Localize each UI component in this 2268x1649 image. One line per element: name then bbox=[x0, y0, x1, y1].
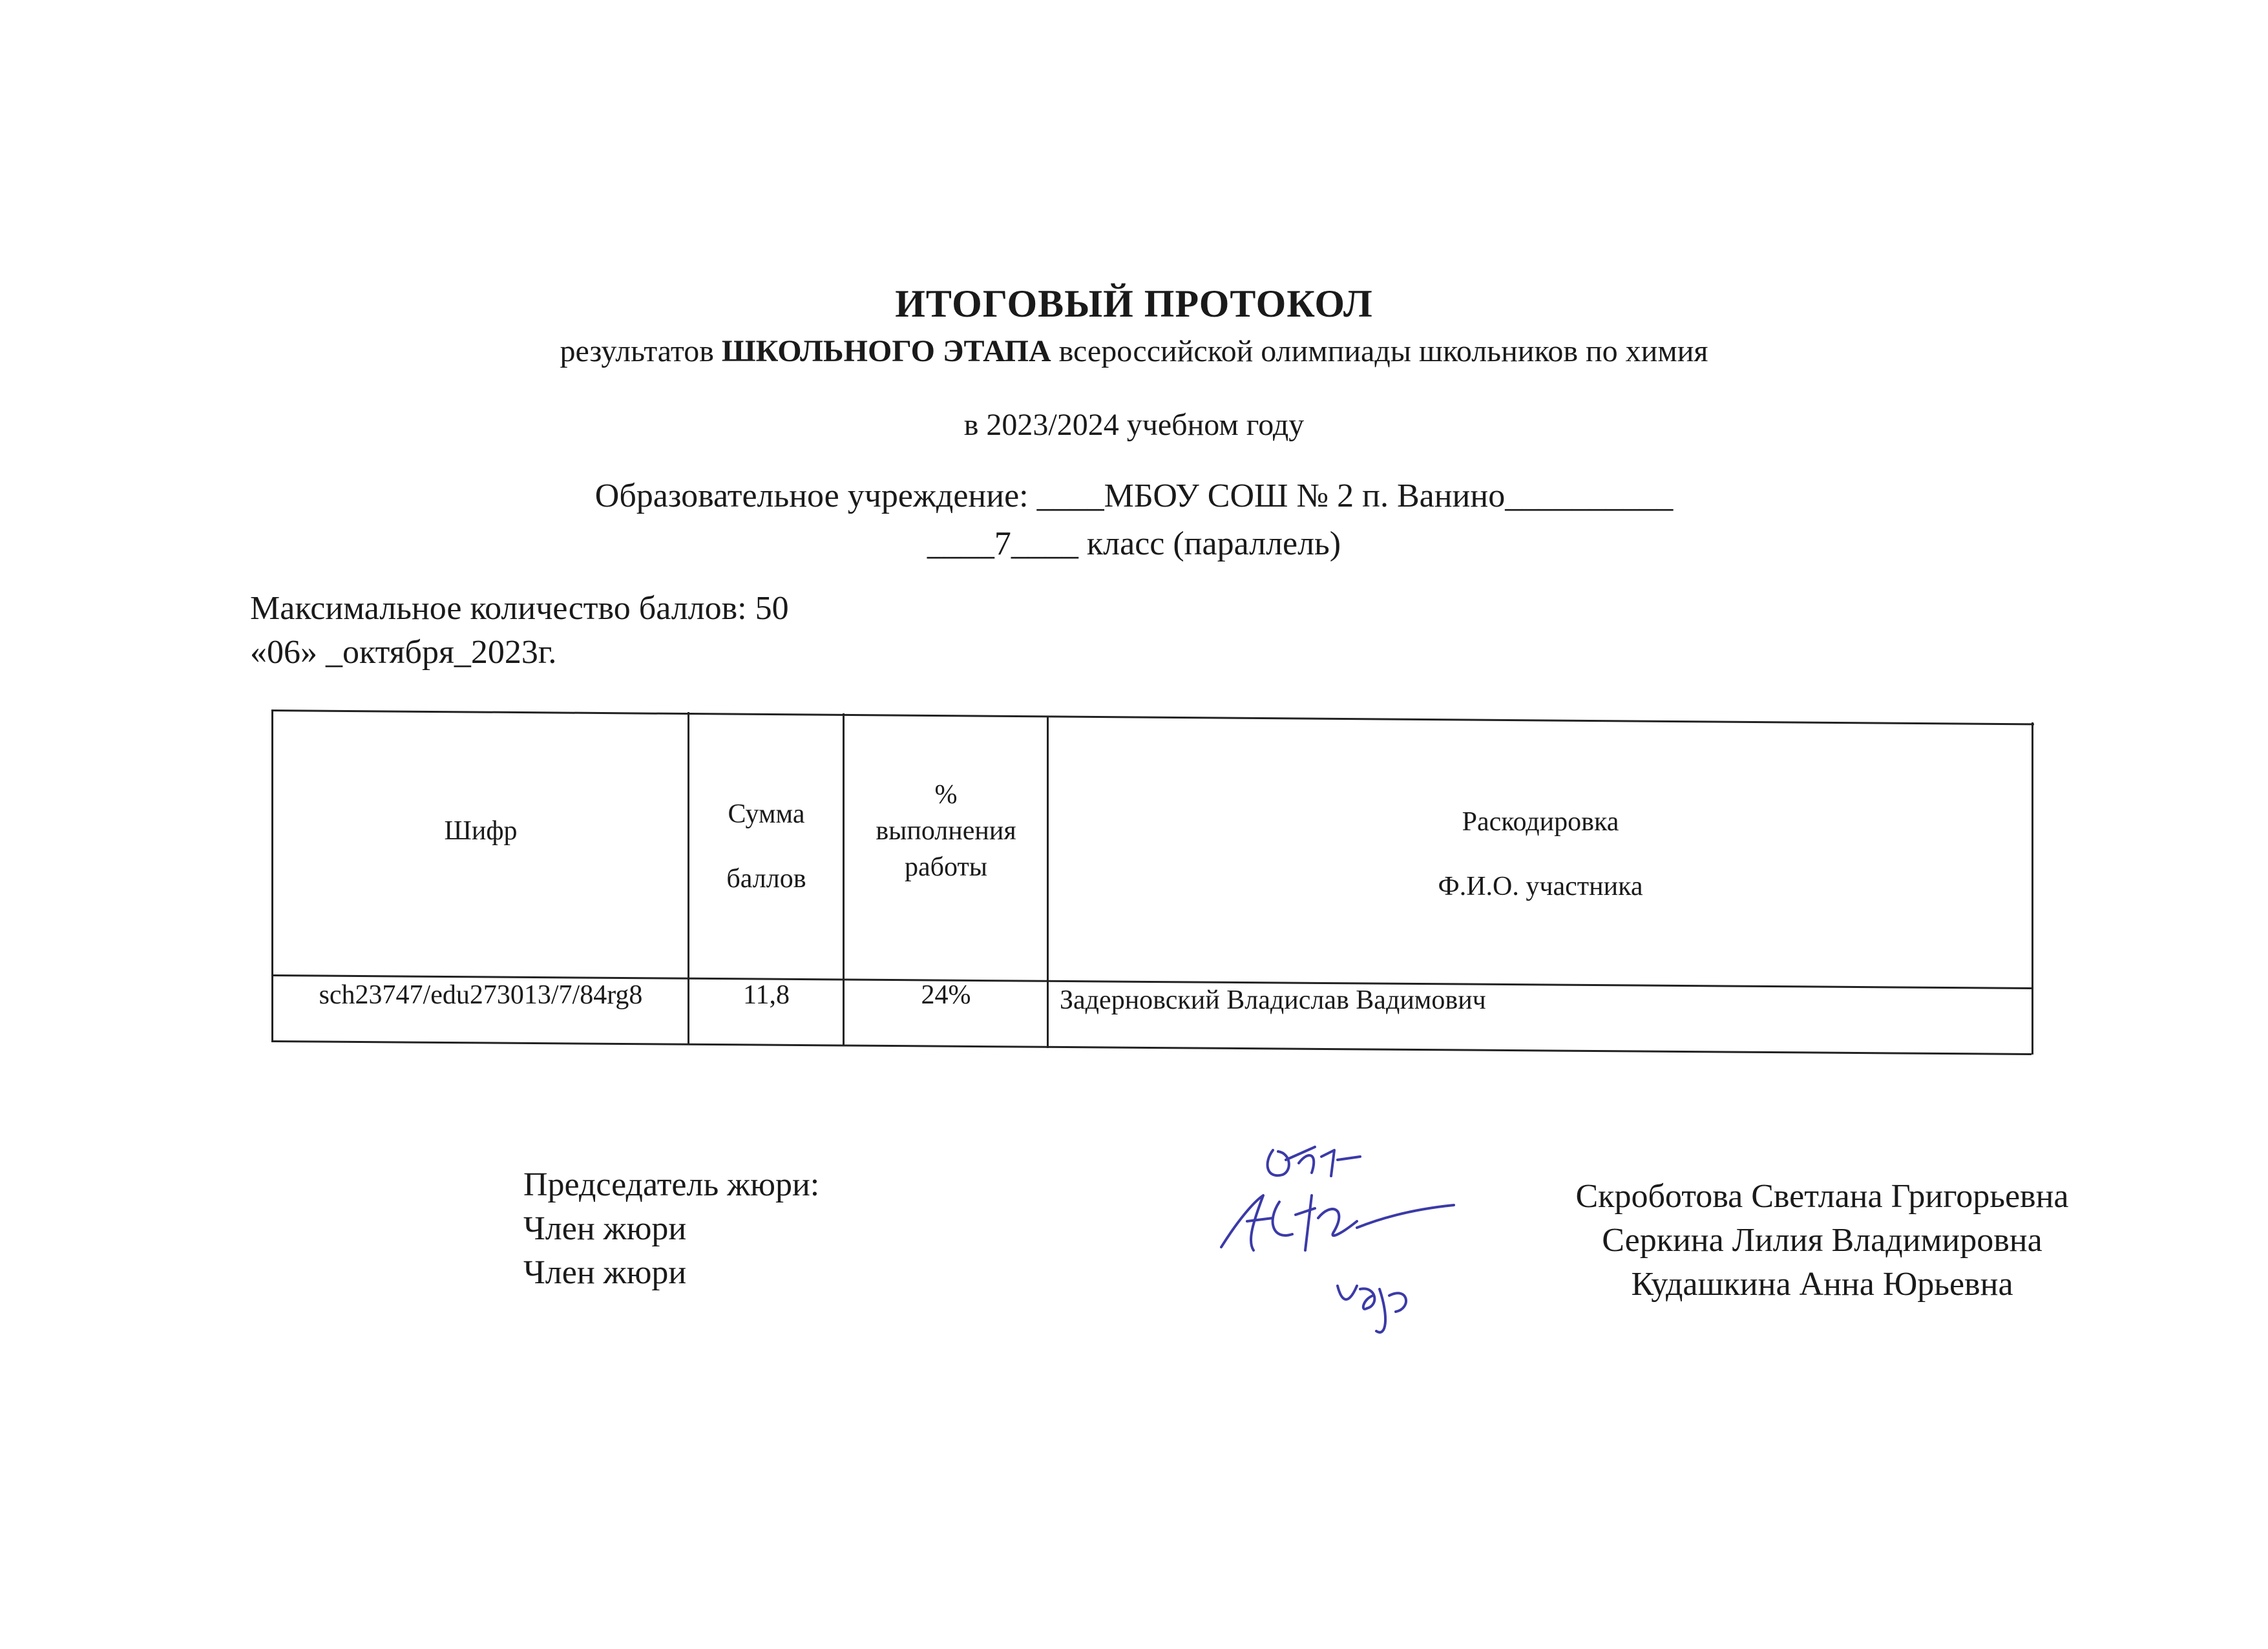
header-decode-line1: Раскодировка bbox=[1462, 807, 1619, 837]
protocol-date: «06» _октября_2023г. bbox=[250, 634, 557, 671]
header-decode-line2: Ф.И.О. участника bbox=[1438, 872, 1643, 901]
subtitle-stage: ШКОЛЬНОГО ЭТАПА bbox=[721, 334, 1051, 368]
table-border-right bbox=[2032, 722, 2033, 1055]
header-percent-line2: выполнения bbox=[876, 816, 1016, 846]
role-member-2: Член жюри bbox=[523, 1254, 687, 1291]
name-chair: Скроботова Светлана Григорьевна bbox=[1575, 1178, 2069, 1215]
row-name: Задерновский Владислав Вадимович bbox=[1060, 985, 1486, 1015]
name-member-2: Кудашкина Анна Юрьевна bbox=[1631, 1266, 2013, 1303]
header-percent-line1: % bbox=[934, 780, 958, 810]
academic-year: в 2023/2024 учебном году bbox=[963, 408, 1305, 442]
header-sum-line2: баллов bbox=[726, 864, 806, 894]
col-divider-1 bbox=[688, 712, 689, 1044]
subtitle-suffix: всероссийской олимпиады школьников по химия bbox=[1051, 334, 1708, 368]
school-line: Образовательное учреждение: ____МБОУ СОШ № 2 п. Ванино__________ bbox=[594, 478, 1674, 514]
header-sum bbox=[690, 782, 843, 911]
header-percent-line3: работы bbox=[904, 852, 988, 882]
signature-names bbox=[1486, 1175, 2158, 1307]
header-sum-line1: Сумма bbox=[728, 799, 805, 829]
role-member-1: Член жюри bbox=[523, 1210, 687, 1247]
row-code: sch23747/edu273013/7/84rg8 bbox=[319, 980, 643, 1010]
table-border-top bbox=[271, 709, 2034, 725]
header-decode bbox=[1049, 790, 2032, 919]
row-percent: 24% bbox=[921, 980, 971, 1010]
signature-roles bbox=[523, 1163, 819, 1295]
name-member-1: Серкина Лилия Владимировна bbox=[1602, 1222, 2042, 1259]
subtitle-prefix: результатов bbox=[560, 334, 722, 368]
header-code: Шифр bbox=[444, 816, 518, 846]
document-title: ИТОГОВЫЙ ПРОТОКОЛ bbox=[895, 282, 1373, 325]
header-percent bbox=[845, 777, 1047, 885]
max-points: Максимальное количество баллов: 50 bbox=[250, 590, 789, 627]
role-chair: Председатель жюри: bbox=[523, 1166, 820, 1203]
table-border-left bbox=[271, 709, 273, 1042]
grade-line: ____7____ класс (параллель) bbox=[927, 525, 1341, 562]
row-sum: 11,8 bbox=[743, 980, 790, 1010]
table-border-bottom bbox=[271, 1040, 2032, 1055]
col-divider-2 bbox=[843, 713, 845, 1045]
col-divider-3 bbox=[1047, 716, 1049, 1048]
handwritten-signatures bbox=[1202, 1124, 1473, 1338]
